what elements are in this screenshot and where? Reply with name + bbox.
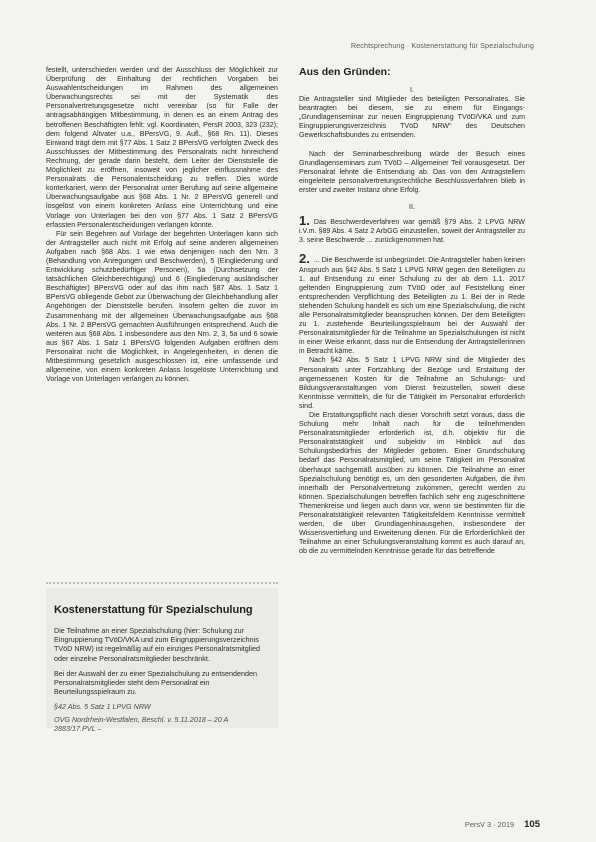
paragraph-number-2: 2. [299, 251, 310, 267]
section-number-i: I. [410, 86, 414, 94]
right-paragraph-i-1: Die Antragsteller sind Mitglieder des beteiligten Personalrates. Sie beantragten bei diesem, sie zu einem für Eingangs-„Grundlagenseminar zur neuen Eingruppierung TVöD/VKA und zum Eingruppierungsverzeichnis TVöD NRW“ des Deutschen Gewerkschaftsbundes zu entsenden. [299, 95, 525, 140]
paragraph-1-text: Das Beschwerdeverfahren war gemäß §79 Abs. 2 LPVG NRW i.V.m. §89 Abs. 4 Satz 2 ArbGG einzustellen, soweit der Antragsteller zu 3. seine Beschwerde ... zurückgenommen hat. [299, 218, 525, 245]
headnote-paragraph-1: Die Teilnahme an einer Spezialschulung (hier: Schulung zur Eingruppierung TVöD/VKA und zum Eingruppierungsverzeichnis TVöD NRW) ist regelmäßig auf ein einziges Personalratsmitglied oder einzelne Personalratsmitglieder beschränkt. [54, 626, 260, 663]
numbered-paragraph-1 [299, 213, 525, 245]
section-number-ii: II. [409, 203, 415, 212]
journal-issue: PersV 3 · 2019 [464, 820, 515, 829]
section-divider [46, 582, 278, 586]
paragraph-number-1: 1. [299, 213, 310, 229]
page-number: 105 [524, 819, 540, 830]
right-paragraph-i-2: Nach der Seminarbeschreibung würde der Besuch eines Grundlagenseminars zum TVöD – Allgemeiner Teil vorausgesetzt. Der Personalrat lehnte die Entsendung ab. Das von den Antragstellern eingeleitete personalvertretungsrechtliche Beschlussverfahren blieb in erster und zweiter Instanz ohne Erfolg. [299, 149, 525, 194]
page-footer [465, 819, 540, 830]
numbered-paragraph-2 [299, 251, 525, 356]
headnote-box [46, 588, 278, 733]
headnote-title: Kostenerstattung für Spezialschulung [54, 604, 253, 616]
right-column [299, 66, 525, 557]
left-paragraph-2: Für sein Begehren auf Vorlage der begehrten Unterlagen kann sich der Antragsteller auch nicht mit Erfolg auf seine anderen allgemeinen Aufgaben nach §68 Abs. 1 wie etwa denjenigen nach den Nrn. 3 (Behandlung von Anregungen und Beschwerden), 5 (Eingliederung und Entwicklung schutzbedürftiger Personen), 5a (Durchsetzung der tatsächlichen Gleichberechtigung) und 6 (Eingliederung ausländischer Beschäftigter) BPersVG oder auf das ihm nach §87 Abs. 1 Satz 1 BPersVG obliegende Gebot zur Überwachung der Gleichbehandlung aller Angehörigen der Dienststelle berufen. Insofern gelten die zuvor im Zusammenhang mit der allgemeinen Überwachungsaufgabe aus §68 Abs. 1 Nr. 2 BPersVG gemachten Ausführungen entsprechend. Auch die weiteren aus §68 Abs. 1 insbesondere aus den Nrn. 2, 3, 5a und 6 sowie aus §67 Abs. 1 Satz 1 BPersVG folgenden Aufgaben eröffnen dem Personalrat nicht die Möglichkeit, in Angelegenheiten, in denen die Mitbestimmung gesetzlich ausgeschlossen ist, eine umfassende und allgemeine, von einem konkreten Anlass losgelöste Unterrichtung und Vorlage von Unterlagen verlangen zu können. [46, 229, 278, 384]
section-heading: Aus den Gründen: [299, 66, 391, 78]
paragraph-2-text: ... Die Beschwerde ist unbegründet. Die Antragsteller haben keinen Anspruch aus §42 Abs. 5 Satz 1 LPVG NRW gegen den Beteiligten zu 1. auf Entsendung zu einer Schulung zu der ab dem 1.1. 2017 geltenden Eingruppierung zum TVöD oder auf Feststellung einer entsprechenden Verpflichtung des Beteiligten zu 1. Bei der in Rede stehenden Schulung handelt es sich um eine Spezialschulung, die nicht alle Personalratsmitglieder beanspruchen können. Der dem Beteiligten zu 1. zustehende Beurteilungsspielraum bei der Auswahl der Personalratsmitglieder für die Teilnahme an Spezialschulungen ist nicht in einer Weise erkannt, dass nur die Entsendung der Antragstellerinnen in Betracht käme. [299, 256, 525, 356]
right-paragraph-4: Die Erstattungspflicht nach dieser Vorschrift setzt voraus, dass die Schulung mehr Inhalt nach für die teilnehmenden Personalratsmitglieder erforderlich ist, d.h. objektiv für die Personalratstätigkeit und subjektiv im Hinblick auf das Schulungsbedürfnis der Mitglieder geboten. Einer Grundschulung bedarf das Personalratsmitglied, um seine Tätigkeit im Personalrat überhaupt sachgemäß ausüben zu können. Die Teilnahme an einer Spezialschulung benötigt es, um den gesonderten Aufgaben, die ihm innerhalb der Personalvertretung zukommen, gerecht werden zu können. Spezialschulungen betreffen fachlich sehr eng zugeschnittene Themenkreise und liegen auch dann vor, wenn sie bestimmten für die Personalratstätigkeit relevanten Tätigkeitsfeldern Kenntnisse vermittelt werden, die über Grundlagenhinausgehen, insbesondere der Wissensvertiefung und Erweiterung dienen. Für die Erforderlichkeit der Teilnahme an einer Schulungsveranstaltung kommt es auch darauf an, ob die zu vermittelnden Kenntnisse gerade für das betreffende [299, 411, 525, 556]
headnote-paragraph-2: Bei der Auswahl der zu einer Spezialschulung zu entsendenden Personalratsmitglieder steht dem Personalrat ein Beurteilungsspielraum zu. [54, 668, 257, 697]
headnote-court-reference: OVG Nordrhein-Westfalen, Beschl. v. 5.11.2018 – 20 A 2883/17.PVL – [54, 714, 229, 733]
left-paragraph-1: festellt, unterschieden werden und der Ausschluss der Möglichkeit zur Überprüfung der Einhaltung der rechtlichen Vorgaben bei Auswahlentscheidungen im Rahmen des allgemeinen Überwachungsrechts sei mit der Systematik des Personalvertretungsgesetze nicht vereinbar (so für Falle der antragsabhängigen Mitbestimmung, in denen es an einem Antrag des betroffenen Beschäftigten fehlt: vgl. Koordinaten, PersR 2003, 323 (232); dem folgend Altvater u.a., BPersVG, 9. Aufl., §68 Rn. 11). Dieses Einwand trägt dem mit §77 Abs. 1 Satz 2 BPersVG verfolgten Zweck des Ausschlusses der Mitbestimmung des Personalrats nicht hinreichend Rechnung, der gerade darin besteht, dem Leiter der Dienststelle die Möglichkeit zu eröffnen, insoweit von jeglicher einflussnahme des Personalrats die Personalentscheidung zu treffen. Dies würde konterkariert, wenn der Personalrat unter Berufung auf seine allgemeine Überwachungsaufgabe aus §68 Abs. 1 Nr. 2 BPersVG generell und losgelöst von einem konkreten Anlass eine Unterrichtung und eine Vorlage von Unterlagen bei den von §77 Abs. 1 Satz 2 BPersVG erfassten Personalentscheidungen verlangen könnte. [46, 66, 278, 229]
right-paragraph-3: Nach §42 Abs. 5 Satz 1 LPVG NRW sind die Mitglieder des Personalrats unter Fortzahlung der Bezüge und Erstattung der angemessenen Kosten für die Teilnahme an Schulungs- und Bildungsveranstaltungen vom Dienst freizustellen, soweit diese Kenntnisse vermitteln, die für die Tätigkeit im Personalrat erforderlich sind. [299, 356, 525, 410]
left-column [46, 66, 278, 384]
running-head: Rechtsprechung · Kostenerstattung für Spezialschulung [350, 41, 534, 50]
headnote-law-reference: §42 Abs. 5 Satz 1 LPVG NRW [54, 702, 151, 712]
